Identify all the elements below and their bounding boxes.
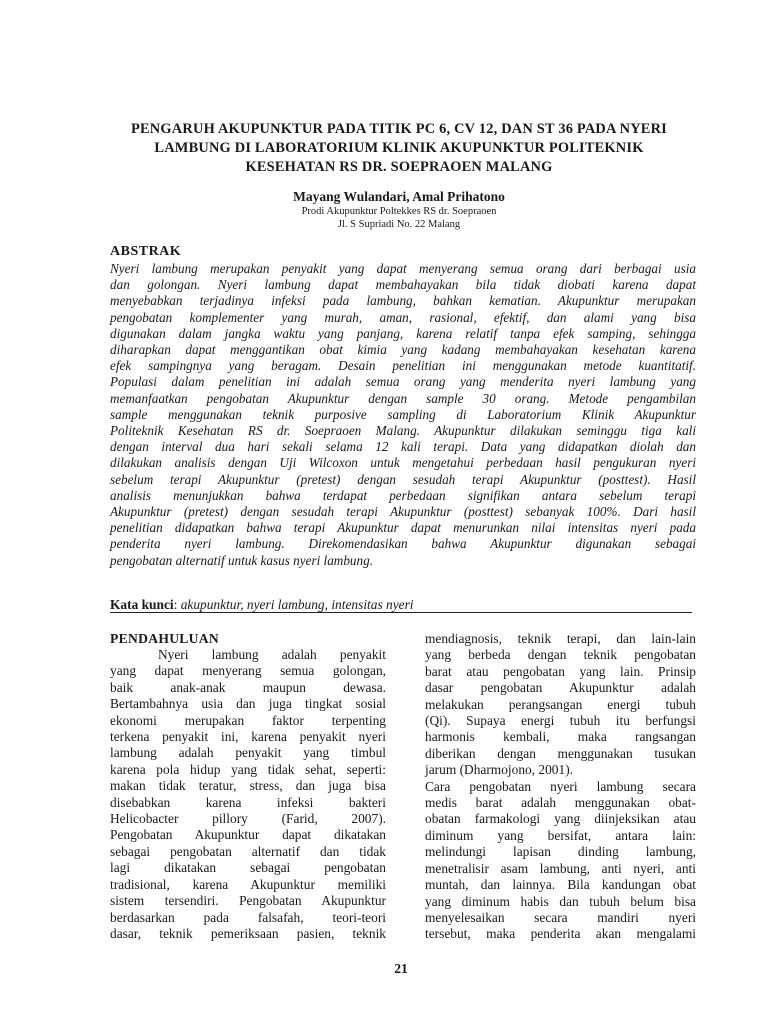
text-line: yang diminum habis dan tubuh belum bisa (425, 893, 696, 909)
text-line: sample menggunakan teknik purposive sampling di Laboratorium Klinik Akupunktur (110, 406, 696, 422)
text-line: diharapkan dapat menggantikan obat kimia yang kadang membahayakan kesehatan karena (110, 342, 696, 358)
text-line: (Qi). Supaya energi tubuh itu berfungsi (425, 713, 696, 729)
text-line: mendiagnosis, teknik terapi, dan lain-lain (425, 631, 696, 646)
text-line: tersebut, maka penderita akan mengalami (425, 926, 696, 942)
paper-title (108, 120, 690, 177)
text-line: makan tidak teratur, stress, dan juga bisa (110, 778, 386, 794)
text-line: medis barat adalah menggunakan obat- (425, 795, 696, 811)
right-column (425, 631, 696, 943)
text-line: Akupunktur (pretest) dengan sesudah terapi Akupunktur (posttest) sebanyak 100%. Dari hasil (110, 504, 696, 520)
text-line: yang dapat menyerang semua golongan, (110, 663, 386, 679)
text-line: terkena penyakit ini, karena penyakit nyeri (110, 729, 386, 745)
text-line: Nyeri lambung adalah penyakit (158, 647, 386, 662)
text-line: digunakan dalam jangka waktu yang panjang, karena relatif tanpa efek samping, sehingga (110, 325, 696, 341)
text-line: dasar, teknik pemeriksaan pasien, teknik (110, 925, 386, 941)
text-line: efek sampingnya yang beragam. Desain penelitian ini menggunakan metode kuantitatif. (110, 358, 696, 374)
text-line: melindungi lapisan dinding lambung, (425, 844, 696, 860)
text-line: diminum yang bersifat, antara lain: (425, 827, 696, 843)
text-line: Bertambahnya usia dan juga tingkat sosial (110, 696, 386, 712)
text-line: berdasarkan pada falsafah, teori-teori (110, 909, 386, 925)
abstract-body (110, 261, 696, 569)
text-line: dengan interval dua hari sekali selama 12 kali terapi. Data yang didapatkan diolah dan (110, 439, 696, 455)
page-number: 21 (394, 961, 408, 976)
text-line: Pengobatan Akupunktur dapat dikatakan (110, 827, 386, 843)
text-line: menyelesaikan secara mandiri nyeri (425, 909, 696, 925)
text-line: dilakukan analisis dengan Uji Wilcoxon untuk mengetahui perbedaan hasil pengukuran nyeri (110, 455, 696, 471)
title-line: PENGARUH AKUPUNKTUR PADA TITIK PC 6, CV 12, DAN ST 36 PADA NYERI (131, 121, 667, 137)
text-line: Cara pengobatan nyeri lambung secara (425, 778, 696, 794)
text-line: analisis menunjukkan bahwa terdapat perbedaan signifikan antara sebelum terapi (110, 487, 696, 503)
text-line: sebelum terapi Akupunktur (pretest) dengan sesudah terapi Akupunktur (posttest). Hasil (110, 471, 696, 487)
keywords (110, 596, 690, 613)
keywords-rule (110, 612, 692, 613)
text-line: dan golongan. Nyeri lambung dapat membahayakan bila tidak diobati karena dapat (110, 277, 696, 293)
text-line: memanfaatkan pengobatan Akupunktur dengan sample 30 orang. Metode pengambilan (110, 390, 696, 406)
text-line: menetralisir asam lambung, anti nyeri, anti (425, 860, 696, 876)
keywords-label: Kata kunci (110, 597, 174, 612)
text-line: lambung adalah penyakit yang timbul (110, 745, 386, 761)
text-line: yang berbeda dengan teknik pengobatan (425, 647, 696, 663)
text-line: Politeknik Kesehatan RS dr. Soepraoen Malang. Akupunktur dilakukan seminggu tiga kali (110, 423, 696, 439)
text-line: tradisional, karena Akupunktur memiliki (110, 876, 386, 892)
text-line: Populasi dalam penelitian ini adalah semua orang yang menderita nyeri lambung yang (110, 374, 696, 390)
text-line: melakukan perangsangan energi tubuh (425, 696, 696, 712)
text-line: Nyeri lambung merupakan penyakit yang dapat menyerang semua orang dari berbagai usia (110, 261, 696, 276)
left-column (110, 647, 386, 942)
abstract-heading: ABSTRAK (110, 244, 182, 259)
authors: Mayang Wulandari, Amal Prihatono (293, 189, 505, 204)
text-line: jarum (Dharmojono, 2001). (425, 762, 574, 778)
text-line: sistem tersendiri. Pengobatan Akupunktur (110, 893, 386, 909)
text-line: pengobatan alternatif untuk kasus nyeri lambung. (110, 552, 373, 568)
keywords-list: akupunktur, nyeri lambung, intensitas nyeri (180, 597, 414, 612)
text-line: diberikan dengan menggunakan tusukan (425, 745, 696, 761)
text-line: baik anak-anak maupun dewasa. (110, 679, 386, 695)
text-line: karena pola hidup yang tidak sehat, seperti: (110, 761, 386, 777)
text-line: penelitian didapatkan bahwa terapi Akupunktur dapat menurunkan nilai intensitas nyeri pada (110, 520, 696, 536)
text-line: harmonis kembali, maka rangsangan (425, 729, 696, 745)
text-line: barat atau pengobatan yang lain. Prinsip (425, 663, 696, 679)
affiliation-line: Jl. S Supriadi No. 22 Malang (337, 219, 461, 230)
text-line: disebabkan karena infeksi bakteri (110, 794, 386, 810)
text-line: obatan farmakologi yang diinjeksikan atau (425, 811, 696, 827)
text-line: sebagai pengobatan alternatif dan tidak (110, 843, 386, 859)
text-line: pengobatan komplementer yang murah, aman, rasional, efektif, dan alami yang bisa (110, 309, 696, 325)
keywords-separator: : (173, 597, 181, 612)
text-line: penderita nyeri lambung. Direkomendasikan bahwa Akupunktur digunakan sebagai (110, 536, 696, 552)
affiliation-line: Prodi Akupunktur Poltekkes RS dr. Soepraoen (301, 206, 497, 217)
title-line: KESEHATAN RS DR. SOEPRAOEN MALANG (245, 159, 553, 175)
text-line: menyebabkan terjadinya infeksi pada lambung, bahkan kematian. Akupunktur merupakan (110, 293, 696, 309)
title-line: LAMBUNG DI LABORATORIUM KLINIK AKUPUNKTUR POLITEKNIK (154, 140, 644, 156)
affiliation (108, 205, 690, 231)
text-line: ekonomi merupakan faktor terpenting (110, 712, 386, 728)
text-line: lagi dikatakan sebagai pengobatan (110, 860, 386, 876)
text-line: Helicobacter pillory (Farid, 2007). (110, 811, 386, 827)
text-line: muntah, dan lainnya. Bila kandungan obat (425, 877, 696, 893)
text-line: dasar pengobatan Akupunktur adalah (425, 680, 696, 696)
section-heading: PENDAHULUAN (110, 631, 220, 646)
